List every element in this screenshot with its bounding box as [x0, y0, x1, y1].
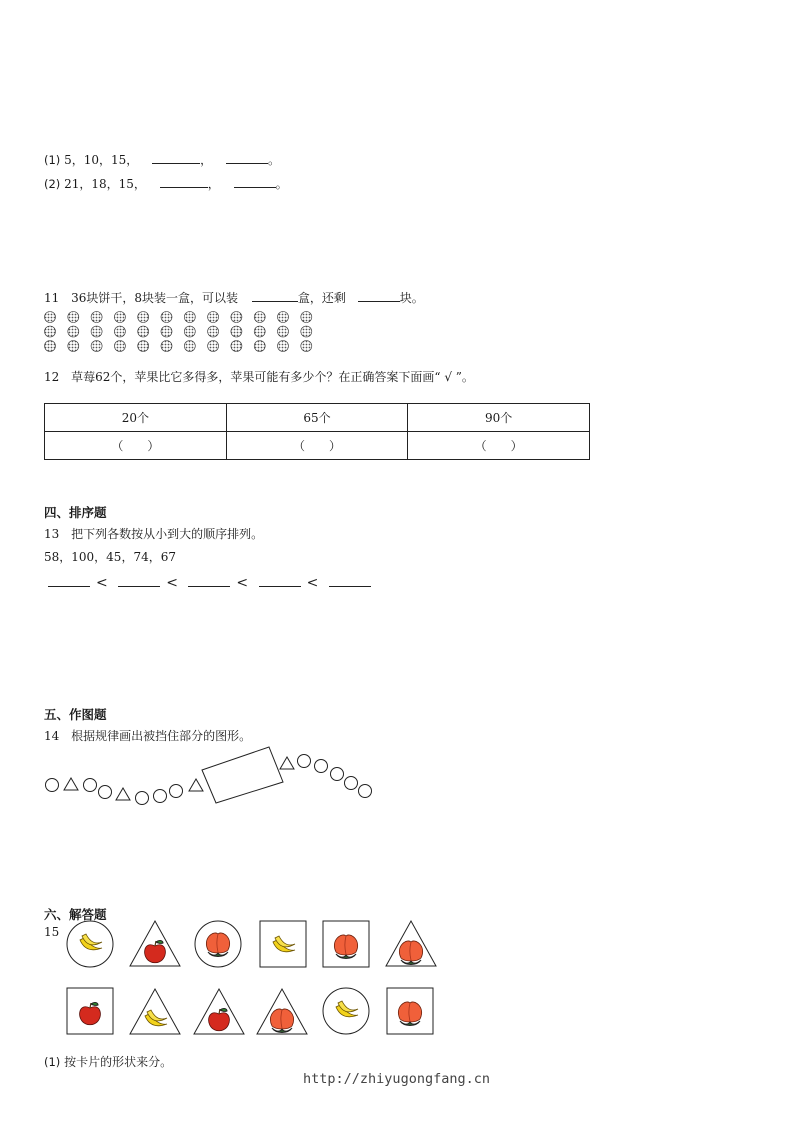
- circle-shape: [46, 779, 59, 792]
- triangle-shape: [64, 778, 78, 790]
- cookie-icon: [301, 312, 312, 323]
- banana-icon: [336, 1001, 358, 1017]
- q12-text: [44, 368, 474, 385]
- peach-icon: [399, 941, 422, 965]
- q10-2-sep: ，: [207, 177, 220, 191]
- q10-2-blank-1[interactable]: [160, 175, 208, 188]
- table-row: [45, 404, 590, 432]
- cookie-icon: [278, 312, 289, 323]
- q14-question: 根据规律画出被挡住部分的图形。: [71, 729, 252, 743]
- q15-sub-label: (1): [44, 1055, 61, 1069]
- q13-blank-4[interactable]: [259, 574, 301, 587]
- section-5-heading: 五、作图题: [44, 707, 107, 722]
- less-than-sign: <: [306, 575, 319, 591]
- q13-question: 把下列各数按从小到大的顺序排列。: [71, 527, 264, 541]
- circle-shape: [84, 779, 97, 792]
- cookie-grid-image: [44, 310, 314, 354]
- cookie-icon: [138, 341, 149, 352]
- circle-shape: [331, 768, 344, 781]
- table-row: [45, 432, 590, 460]
- circle-shape: [298, 755, 311, 768]
- cookie-icon: [114, 326, 125, 337]
- q10-2-blank-2[interactable]: [234, 175, 276, 188]
- cookie-icon: [254, 312, 265, 323]
- peach-icon: [270, 1009, 293, 1033]
- cookie-icon: [138, 326, 149, 337]
- q13-blank-5[interactable]: [329, 574, 371, 587]
- cookie-icon: [208, 326, 219, 337]
- q11-text-b: 盒，还剩: [297, 291, 346, 305]
- q10-2-sequence: 21，18，15，: [64, 177, 146, 191]
- q10-1-sequence: 5，10，15，: [64, 153, 139, 167]
- circle-shape: [136, 792, 149, 805]
- q13-numbers: 58，100，45，74，67: [44, 550, 176, 564]
- cookie-icon: [231, 341, 242, 352]
- cookie-icon: [114, 312, 125, 323]
- less-than-sign: <: [236, 575, 249, 591]
- triangle-shape: [189, 779, 203, 791]
- cookie-icon: [68, 312, 79, 323]
- cookie-icon: [184, 341, 195, 352]
- fruit-cards-figure: [60, 918, 450, 1043]
- cookie-icon: [68, 326, 79, 337]
- banana-icon: [145, 1010, 167, 1026]
- apple-icon: [80, 1002, 101, 1024]
- q12-option-1: 20个: [45, 404, 227, 432]
- less-than-sign: <: [96, 575, 108, 591]
- q12-answer-slot-1[interactable]: （ ）: [45, 432, 227, 460]
- section-4-heading: 四、排序题: [44, 505, 107, 520]
- cookie-icon: [208, 312, 219, 323]
- circle-shape: [170, 785, 183, 798]
- less-than-sign: <: [166, 575, 178, 591]
- blocking-rectangle: [202, 747, 283, 803]
- q11-blank-remainder[interactable]: [358, 289, 400, 302]
- q11-blank-boxes[interactable]: [252, 289, 298, 302]
- cookie-icon: [91, 341, 102, 352]
- q12-answer-slot-2[interactable]: （ ）: [226, 432, 408, 460]
- q12-number: 12: [44, 370, 60, 384]
- q12-question: 草莓62个，苹果比它多得多，苹果可能有多少个？在正确答案下面画“ √ ”。: [71, 370, 474, 384]
- cookie-icon: [45, 326, 56, 337]
- peach-icon: [398, 1002, 421, 1026]
- q13-text: [44, 525, 263, 542]
- q10-1-label: (1): [44, 153, 61, 167]
- q10-1-blank-1[interactable]: [152, 151, 200, 164]
- q10-line-2: [44, 175, 288, 192]
- q10-2-label: (2): [44, 177, 61, 191]
- cookie-icon: [278, 341, 289, 352]
- q10-line-1: [44, 151, 280, 168]
- q15-sub-text: 按卡片的形状来分。: [64, 1055, 173, 1069]
- cookie-icon: [161, 326, 172, 337]
- cookie-icon: [68, 341, 79, 352]
- circle-shape: [359, 785, 372, 798]
- triangle-shape: [116, 788, 130, 800]
- cookie-icon: [184, 326, 195, 337]
- q13-ordering-row: [48, 574, 371, 591]
- q11-text: [44, 289, 424, 306]
- cookie-icon: [208, 341, 219, 352]
- cookie-icon: [161, 312, 172, 323]
- cookie-icon: [91, 326, 102, 337]
- cookie-icon: [231, 326, 242, 337]
- circle-shape: [154, 790, 167, 803]
- triangle-shape: [280, 757, 294, 769]
- cookie-icon: [45, 341, 56, 352]
- q13-blank-1[interactable]: [48, 574, 90, 587]
- q12-answer-slot-3[interactable]: （ ）: [408, 432, 590, 460]
- section-6-heading: 六、解答题: [44, 907, 107, 922]
- cookie-icon: [91, 312, 102, 323]
- q11-text-a: 36块饼干，8块装一盒，可以装: [71, 291, 239, 305]
- footer-url[interactable]: http://zhiyugongfang.cn: [303, 1071, 490, 1087]
- cookie-icon: [114, 341, 125, 352]
- q10-2-end: 。: [275, 177, 288, 191]
- banana-icon: [273, 936, 295, 952]
- q12-option-2: 65个: [226, 404, 408, 432]
- cookie-icon: [161, 341, 172, 352]
- apple-icon: [145, 940, 166, 962]
- circle-shape: [345, 777, 358, 790]
- cookie-icon: [231, 312, 242, 323]
- triangle-card: [130, 989, 180, 1034]
- q10-1-blank-2[interactable]: [226, 151, 268, 164]
- q13-number: 13: [44, 527, 60, 541]
- q15-sub-1: [44, 1053, 172, 1070]
- q12-option-3: 90个: [408, 404, 590, 432]
- q11-text-c: 块。: [399, 291, 424, 305]
- peach-icon: [334, 935, 357, 959]
- cookie-icon: [184, 312, 195, 323]
- apple-icon: [209, 1008, 230, 1030]
- q14-text: [44, 727, 251, 744]
- q11-number: 11: [44, 291, 60, 305]
- circle-shape: [315, 760, 328, 773]
- q10-1-sep: ，: [200, 153, 213, 167]
- cookie-icon: [254, 341, 265, 352]
- cookie-icon: [278, 326, 289, 337]
- cookie-icon: [301, 326, 312, 337]
- circle-shape: [99, 786, 112, 799]
- q13-blank-2[interactable]: [118, 574, 160, 587]
- q15-number: 15: [44, 925, 60, 939]
- cookie-icon: [254, 326, 265, 337]
- q13-blank-3[interactable]: [188, 574, 230, 587]
- q10-1-end: 。: [267, 153, 280, 167]
- cookie-icon: [45, 312, 56, 323]
- q14-number: 14: [44, 729, 60, 743]
- cookie-icon: [138, 312, 149, 323]
- cookie-rows: [45, 312, 312, 352]
- banana-icon: [80, 934, 102, 950]
- peach-icon: [206, 933, 229, 957]
- cookie-icon: [301, 341, 312, 352]
- shape-pattern-figure: [40, 745, 380, 810]
- q12-answer-table: [44, 403, 590, 460]
